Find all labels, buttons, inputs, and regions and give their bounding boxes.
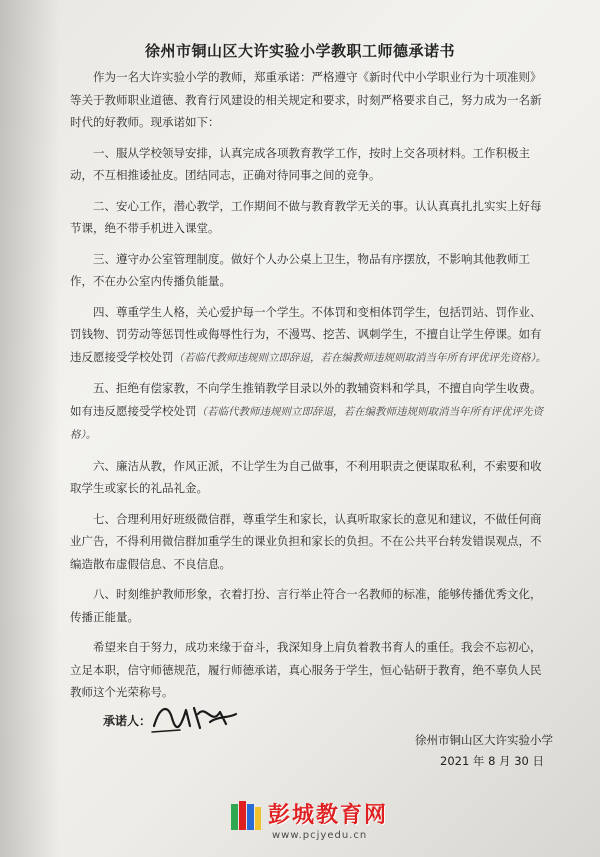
pledge-item-3: 三、遵守办公室管理制度。做好个人办公桌上卫生，物品有序摆放，不影响其他教师工作，不在办公室内传播负能量。 <box>70 251 530 288</box>
site-watermark <box>228 792 458 850</box>
pledge-item-4-text: 四、尊重学生人格，关心爱护每一个学生。不体罚和变相体罚学生，包括罚站、罚作业、罚钱物、罚劳动等惩罚性或侮辱性行为，不漫骂、挖苦、讽刺学生，不擅自让学生停课。如有违反愿接受学校处罚 <box>70 304 542 364</box>
handwritten-note-2: （若临代教师违规则立即辞退，若在编教师违规则取消当年所有评优评先资格）。 <box>70 405 543 441</box>
handwritten-note: （若临代教师违规则立即辞退，若在编教师违规则取消当年所有评优评先资格）。 <box>173 351 547 364</box>
document-body <box>70 66 550 712</box>
pledge-item-8: 八、时刻维护教师形象，衣着打扮、言行举止符合一名教师的标准，能够传播优秀文化，传播正能量。 <box>70 587 542 624</box>
document-title: 徐州市铜山区大许实验小学教职工师德承诺书 <box>144 42 455 60</box>
pledge-item-5 <box>70 377 550 447</box>
watermark-site-name: 彭城教育网 <box>268 803 389 828</box>
signature-image <box>150 696 240 736</box>
pledge-item-4 <box>70 301 550 370</box>
intro-paragraph: 作为一名大许实验小学的教师，郑重承诺：严格遵守《新时代中小学职业行为十项准则》等关于教师职业道德、教育行风建设的相关规定和要求，时刻严格要求自己，努力成为一名新时代的好教师。现承诺如下： <box>70 70 542 129</box>
pledge-item-1: 一、服从学校领导安排，认真完成各项教育教学工作，按时上交各项材料。工作积极主动，不互相推诿扯皮。团结同志，正确对待同事之间的竞争。 <box>70 145 530 182</box>
watermark-url: www.pcjyedu.cn <box>272 830 368 841</box>
organization-name: 徐州市铜山区大许实验小学 <box>415 733 553 747</box>
document-date: 2021 年 8 月 30 日 <box>440 754 544 768</box>
pledge-item-6: 六、廉洁从教，作风正派，不让学生为自己做事，不利用职责之便谋取私利，不索要和收取学生或家长的礼品礼金。 <box>70 458 542 495</box>
signer-label: 承诺人： <box>103 714 152 728</box>
pledge-item-5-text: 五、拒绝有偿家教，不向学生推销教学目录以外的教辅资料和学具，不擅自向学生收费。如有违反愿接受学校处罚 <box>70 381 542 418</box>
book-icon <box>228 798 264 834</box>
pledge-item-2: 二、安心工作，潜心教学，工作期间不做与教育教学无关的事。认认真真扎扎实实上好每节课，绝不带手机进入课堂。 <box>70 198 542 235</box>
pledge-item-7: 七、合理利用好班级微信群，尊重学生和家长，认真听取家长的意见和建议，不做任何商业广告，不得利用微信群加重学生的课业负担和家长的负担。不在公共平台转发错误观点，不编造散布虚假信息、不良信息。 <box>70 511 542 571</box>
closing-paragraph: 希望来自于努力，成功来缘于奋斗，我深知身上肩负着教书育人的重任。我会不忘初心，立足本职，信守师德规范，履行师德承诺，真心服务于学生，恒心钻研于教育，绝不辜负人民教师这个光荣称号。 <box>70 640 542 699</box>
page-shadow <box>0 0 60 857</box>
